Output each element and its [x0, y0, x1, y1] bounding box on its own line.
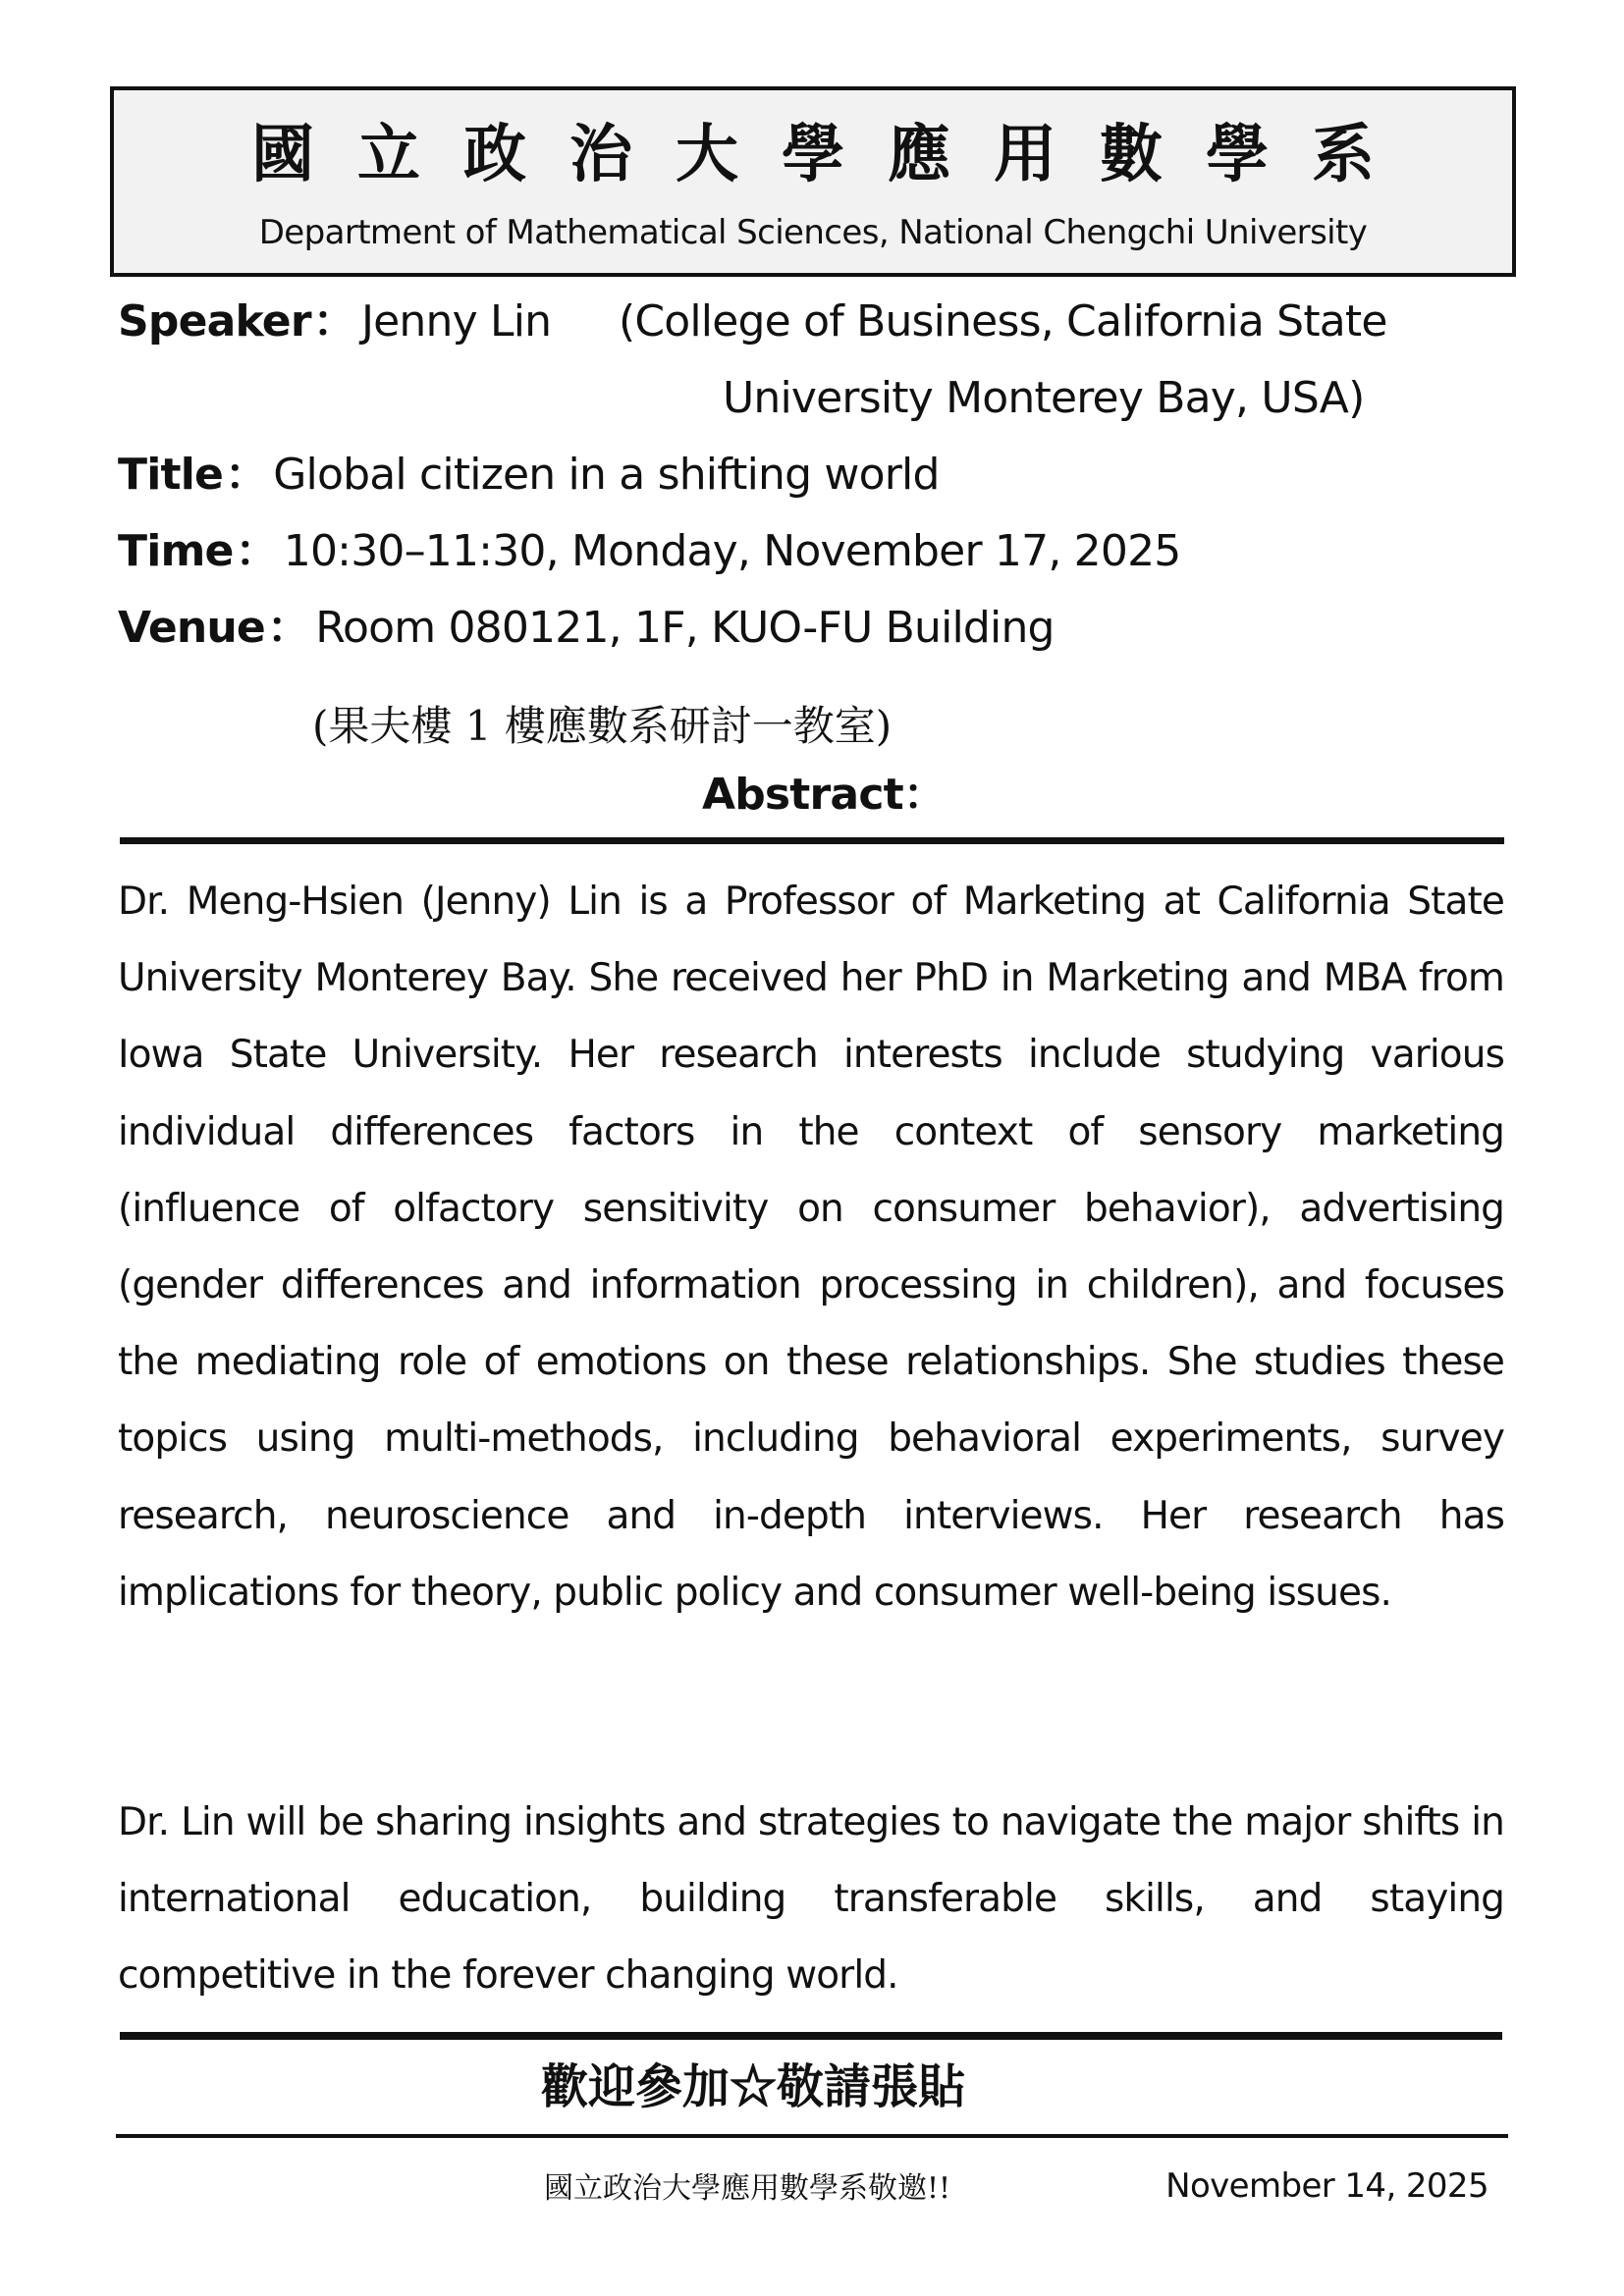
talk-title-colon: ：: [225, 450, 268, 500]
speaker-line: [118, 294, 1387, 349]
talk-title-label: Title: [118, 450, 224, 500]
time-value: 10:30–11:30, Monday, November 17, 2025: [283, 526, 1181, 576]
time-label: Time: [118, 526, 234, 576]
invitation-signature: 國立政治大學應用數學系敬邀!!: [544, 2171, 951, 2206]
venue-chinese: (果夫樓 1 樓應數系研討一教室): [312, 702, 893, 750]
department-title-chinese: 國立政治大學應用數學系: [251, 118, 1418, 191]
abstract-text-1: Dr. Meng-Hsien (Jenny) Lin is a Professor of Marketing at California State University Monterey Bay. She received her PhD in Marketing and MBA from Iowa State University. Her research interests include studying various individual differences factors in the context of sensory marketing (influence of olfactory sensitivity on consumer behavior), advertising (gender differences and information processing in children), and focuses the mediating role of emotions on these relationships. She studies these topics using multi-methods, including behavioral experiments, survey research, neuroscience and in-depth interviews. Her research has implications for theory, public policy and consumer well-being issues.: [118, 880, 1504, 1615]
abstract-paragraph-2: [118, 1785, 1504, 2015]
abstract-heading: [0, 768, 1624, 823]
abstract-text-2: Dr. Lin will be sharing insights and strategies to navigate the major shifts in international education, building transferable skills, and staying competitive in the forever changing world.: [118, 1800, 1504, 1999]
welcome-banner: [0, 2056, 1624, 2118]
speaker-label: Speaker: [118, 296, 311, 347]
time-colon: ：: [235, 526, 278, 576]
speaker-affiliation-line2: University Monterey Bay, USA): [723, 373, 1365, 423]
time-line: [118, 524, 1180, 579]
speaker-name: Jenny Lin: [360, 296, 552, 347]
abstract-label: Abstract：: [701, 770, 947, 820]
welcome-text: 歡迎參加☆敬請張貼: [540, 2059, 965, 2114]
abstract-paragraph-1: [118, 864, 1504, 1631]
department-header-box: [110, 86, 1516, 277]
talk-title-line: [118, 448, 940, 503]
issue-date: November 14, 2025: [1165, 2166, 1489, 2206]
speaker-affiliation-line1: (College of Business, California State: [618, 296, 1387, 347]
abstract-divider: [120, 837, 1504, 844]
venue-label: Venue: [118, 603, 265, 653]
venue-value: Room 080121, 1F, KUO-FU Building: [315, 603, 1055, 653]
venue-line: [118, 601, 1055, 656]
speaker-colon: ：: [312, 296, 355, 347]
department-title-english: Department of Mathematical Sciences, National Chengchi University: [258, 213, 1368, 252]
footer-divider-bottom: [116, 2134, 1508, 2138]
talk-title-value: Global citizen in a shifting world: [273, 450, 940, 500]
footer-divider-top: [120, 2032, 1502, 2040]
venue-colon: ：: [266, 603, 310, 653]
